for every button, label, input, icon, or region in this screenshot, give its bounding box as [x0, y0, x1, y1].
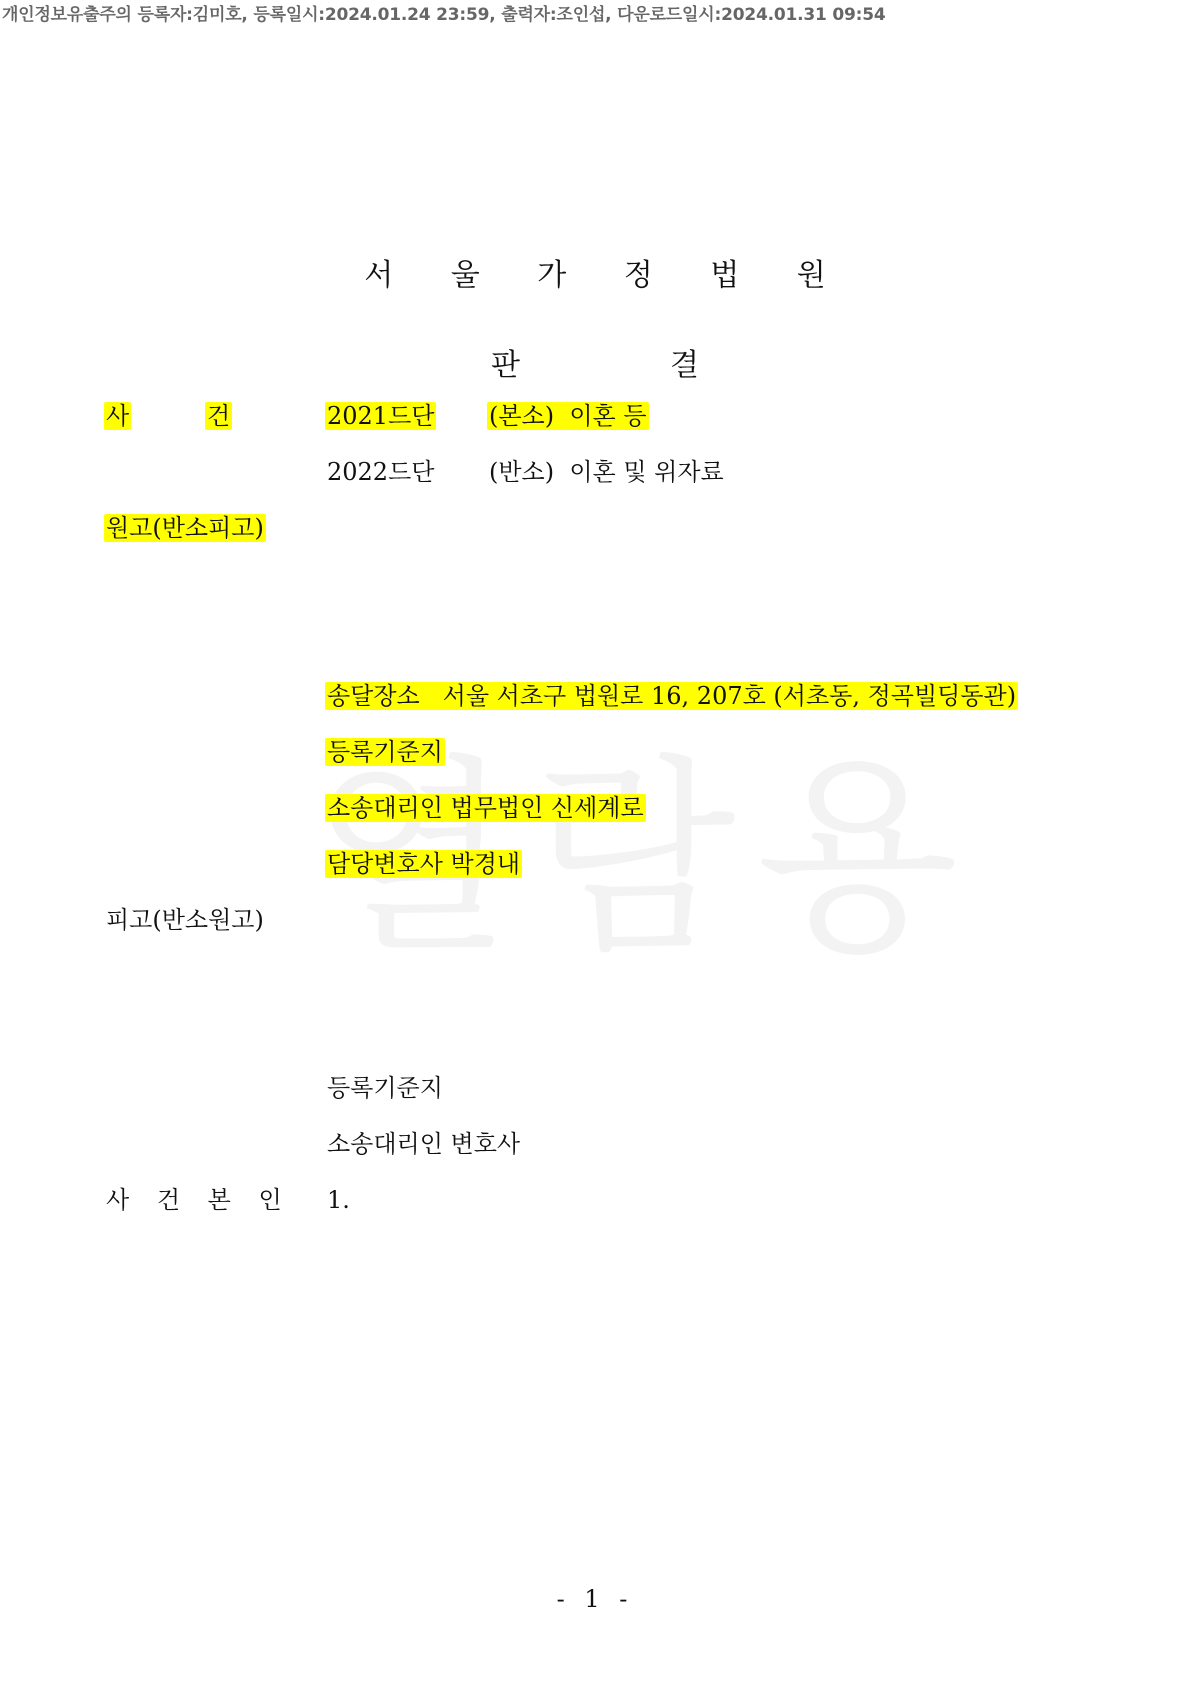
case-number-2: 2022드단	[327, 458, 435, 486]
page-number: - 1 -	[556, 1585, 634, 1613]
plaintiff-registered-domicile: 등록기준지	[327, 738, 443, 766]
principal-value: 1.	[327, 1186, 350, 1214]
principal-label: 사 건 본 인	[106, 1186, 292, 1214]
court-name: 서 울 가 정 법 원	[364, 258, 850, 293]
document-type	[0, 340, 1190, 384]
defendant-registered-domicile: 등록기준지	[327, 1074, 443, 1102]
case-label-left: 사	[106, 402, 130, 430]
case-type-2: (반소)	[489, 458, 555, 486]
defendant-agent: 소송대리인 변호사	[327, 1130, 521, 1158]
case-label-right: 건	[207, 402, 231, 430]
document-type-left: 판	[491, 348, 520, 383]
case-claim-2: 이혼 및 위자료	[569, 458, 724, 486]
plaintiff-agent: 소송대리인 법무법인 신세계로	[327, 794, 644, 822]
case-number-1: 2021드단	[327, 402, 435, 430]
plaintiff-lawyer: 담당변호사 박경내	[327, 850, 521, 878]
case-type-1: (본소)	[489, 402, 555, 430]
download-banner: 개인정보유출주의 등록자:김미호, 등록일시:2024.01.24 23:59, 출력자:조인섭, 다운로드일시:2024.01.31 09:54	[2, 5, 886, 25]
service-address-value: 서울 서초구 법원로 16, 207호 (서초동, 정곡빌딩동관)	[442, 682, 1017, 710]
service-address-label: 송달장소	[327, 682, 420, 710]
plaintiff-label: 원고(반소피고)	[106, 514, 264, 542]
document-type-right: 결	[670, 348, 699, 383]
defendant-label: 피고(반소원고)	[106, 906, 264, 934]
case-claim-1: 이혼 등	[569, 402, 647, 430]
